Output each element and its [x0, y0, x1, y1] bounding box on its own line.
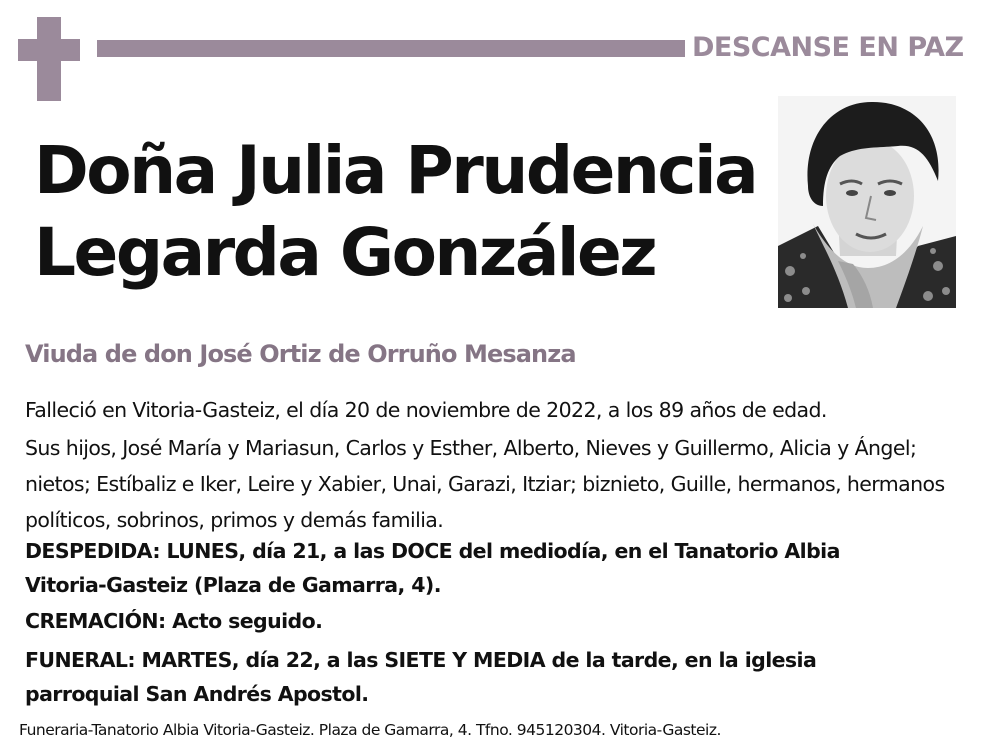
portrait-photo	[778, 96, 956, 308]
family-list: Sus hijos, José María y Mariasun, Carlos y Esther, Alberto, Nieves y Guillermo, Alicia y Ángel; nietos; Estíbaliz e Iker, Leire y Xabier, Unai, Garazi, Itziar; biznieto, Guille, hermanos, hermanos políticos, sobrinos, primos y demás familia.	[25, 436, 945, 532]
funeral-home-footer: Funeraria-Tanatorio Albia Vitoria-Gasteiz. Plaza de Gamarra, 4. Tfno. 945120304. Vitoria-Gasteiz.	[19, 721, 721, 739]
cross-horizontal-bar	[18, 39, 80, 61]
deceased-name-line-1: Doña Julia Prudencia	[34, 132, 757, 209]
portrait-photo-drawing	[778, 96, 956, 308]
deceased-name-line-2: Legarda González	[34, 214, 656, 291]
cremation-details: CREMACIÓN: Acto seguido.	[25, 609, 323, 633]
widow-of-line: Viuda de don José Ortiz de Orruño Mesanza	[25, 340, 576, 368]
death-details: Falleció en Vitoria-Gasteiz, el día 20 de noviembre de 2022, a los 89 años de edad.	[25, 398, 827, 422]
funeral-details: FUNERAL: MARTES, día 22, a las SIETE Y MEDIA de la tarde, en la iglesia parroquial San Andrés Apostol.	[25, 648, 817, 706]
deceased-name	[34, 130, 774, 294]
farewell-details: DESPEDIDA: LUNES, día 21, a las DOCE del mediodía, en el Tanatorio Albia Vitoria-Gasteiz (Plaza de Gamarra, 4).	[25, 539, 840, 597]
header-rule	[97, 40, 685, 57]
rest-in-peace-label: DESCANSE EN PAZ	[692, 32, 964, 63]
